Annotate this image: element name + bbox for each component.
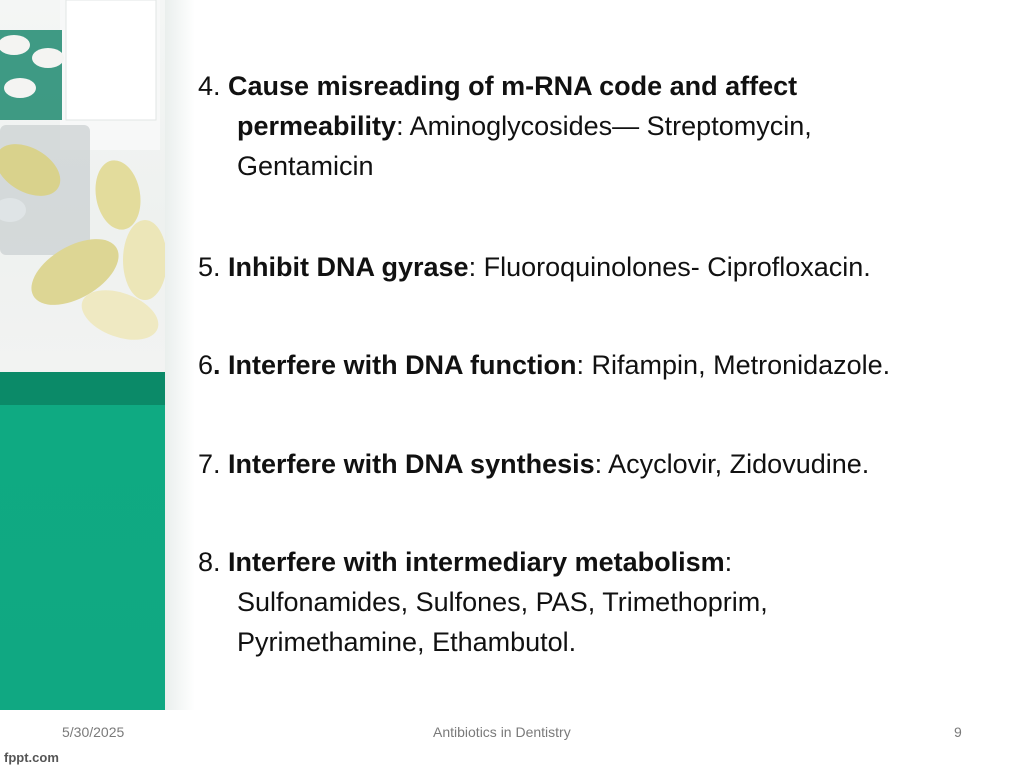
item-detail: : Acyclovir, Zidovudine. (594, 449, 870, 479)
item-detail-line3: Pyrimethamine, Ethambutol. (237, 627, 577, 657)
panel-edge-shadow (165, 0, 195, 710)
brand-watermark: fppt.com (4, 750, 59, 765)
list-item-5 (198, 247, 998, 287)
item-heading: Cause misreading of m-RNA code and affect (228, 71, 798, 101)
list-item-6 (198, 345, 998, 385)
pills-illustration (0, 0, 165, 372)
item-continuation (198, 106, 998, 146)
footer-page-number: 9 (954, 724, 962, 740)
item-heading: Interfere with intermediary metabolism (228, 547, 725, 577)
list-item-4 (198, 66, 998, 186)
item-heading-cont: permeability (237, 111, 397, 141)
item-number: 5. (198, 252, 229, 282)
item-detail: : Aminoglycosides— Streptomycin, (396, 111, 812, 141)
pills-photo (0, 0, 165, 372)
item-number: 8. (198, 547, 229, 577)
list-item-8 (198, 542, 998, 662)
item-number: 6 (198, 350, 214, 380)
accent-bar-dark (0, 372, 165, 405)
item-heading: Interfere with DNA synthesis (228, 449, 595, 479)
footer-date: 5/30/2025 (62, 724, 125, 740)
item-detail: : (724, 547, 733, 577)
footer-title: Antibiotics in Dentistry (433, 724, 571, 740)
item-heading: . Interfere with DNA function (213, 350, 577, 380)
item-heading: Inhibit DNA gyrase (228, 252, 469, 282)
item-detail: : Fluoroquinolones- Ciprofloxacin. (468, 252, 871, 282)
item-detail-line2: Sulfonamides, Sulfones, PAS, Trimethoprim, (237, 587, 768, 617)
accent-panel-green (0, 405, 165, 710)
list-item-7 (198, 444, 998, 484)
item-number: 4. (198, 71, 229, 101)
item-detail-line3: Gentamicin (237, 151, 374, 181)
item-number: 7. (198, 449, 229, 479)
item-detail: : Rifampin, Metronidazole. (576, 350, 891, 380)
